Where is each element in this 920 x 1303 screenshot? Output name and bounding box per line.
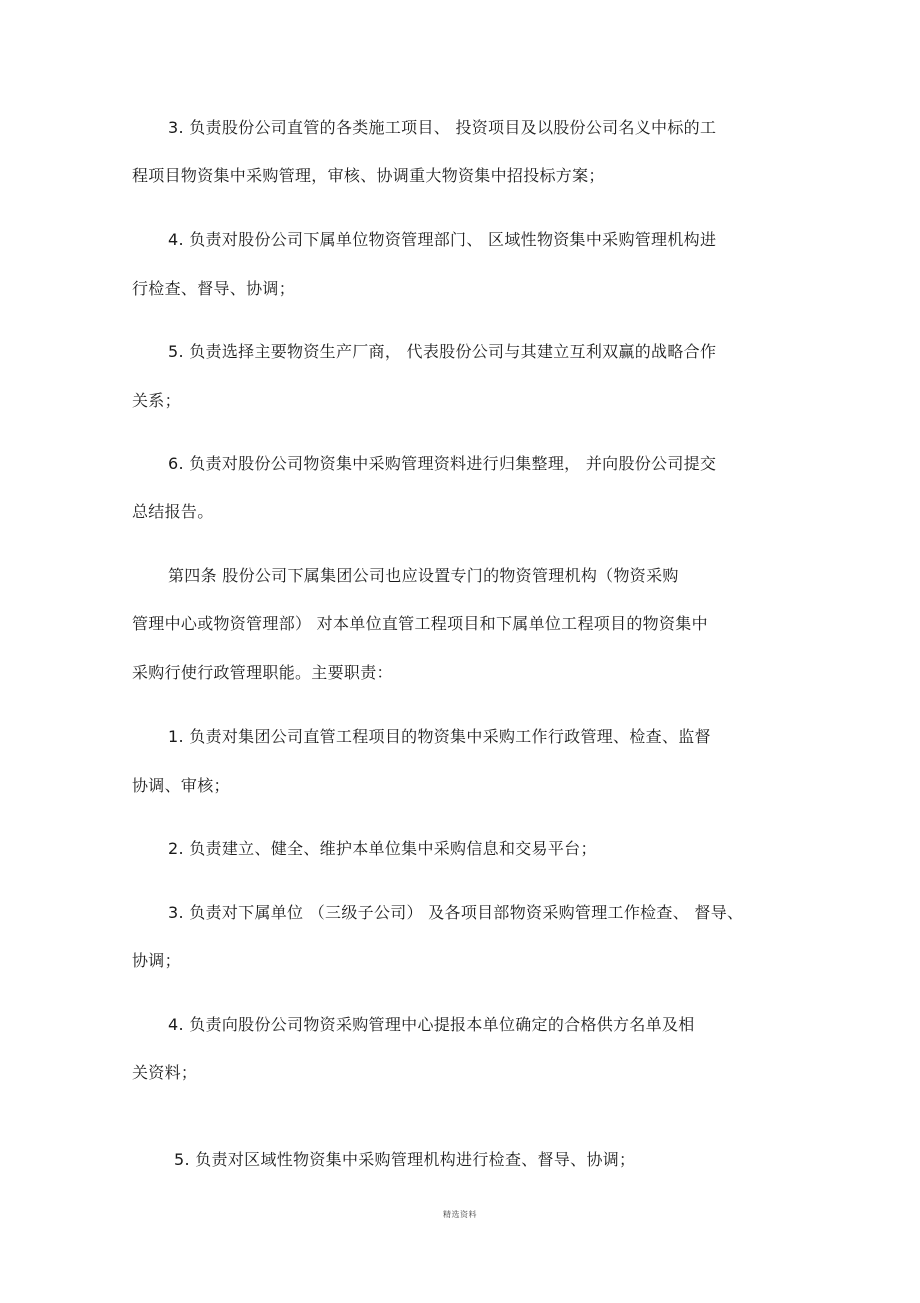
item-4-line-1: 4. 负责对股份公司下属单位物资管理部门、 区域性物资集中采购管理机构进 <box>168 230 717 249</box>
duty-5-line-1: 5. 负责对区域性物资集中采购管理机构进行检查、督导、协调； <box>174 1150 636 1169</box>
duty-1-line-2: 协调、审核； <box>132 776 230 795</box>
page-footer: 精选资料 <box>443 1210 477 1219</box>
item-3-line-1: 3. 负责股份公司直管的各类施工项目、 投资项目及以股份公司名义中标的工 <box>168 118 717 137</box>
item-4-line-2: 行检查、督导、协调； <box>132 279 296 298</box>
duty-4-line-2: 关资料； <box>132 1063 198 1082</box>
article-4-line-2: 管理中心或物资管理部） 对本单位直管工程项目和下属单位工程项目的物资集中 <box>132 614 708 633</box>
article-4-line-3: 采购行使行政管理职能。主要职责： <box>132 663 393 682</box>
article-4-line-1: 第四条 股份公司下属集团公司也应设置专门的物资管理机构（物资采购 <box>168 566 679 585</box>
duty-3-line-1: 3. 负责对下属单位 （三级子公司） 及各项目部物资采购管理工作检查、 督导、 <box>168 903 744 922</box>
duty-3-line-2: 协调； <box>132 951 181 970</box>
duty-2-line-1: 2. 负责建立、健全、维护本单位集中采购信息和交易平台； <box>168 839 597 858</box>
item-5-line-1: 5. 负责选择主要物资生产厂商， 代表股份公司与其建立互利双赢的战略合作 <box>168 342 717 361</box>
duty-4-line-1: 4. 负责向股份公司物资采购管理中心提报本单位确定的合格供方名单及相 <box>168 1015 695 1034</box>
item-5-line-2: 关系； <box>132 391 181 410</box>
duty-1-line-1: 1. 负责对集团公司直管工程项目的物资集中采购工作行政管理、检查、监督 <box>168 727 711 746</box>
item-3-line-2: 程项目物资集中采购管理，审核、协调重大物资集中招投标方案； <box>132 166 605 185</box>
item-6-line-1: 6. 负责对股份公司物资集中采购管理资料进行归集整理， 并向股份公司提交 <box>168 454 717 473</box>
item-6-line-2: 总结报告。 <box>132 502 214 521</box>
